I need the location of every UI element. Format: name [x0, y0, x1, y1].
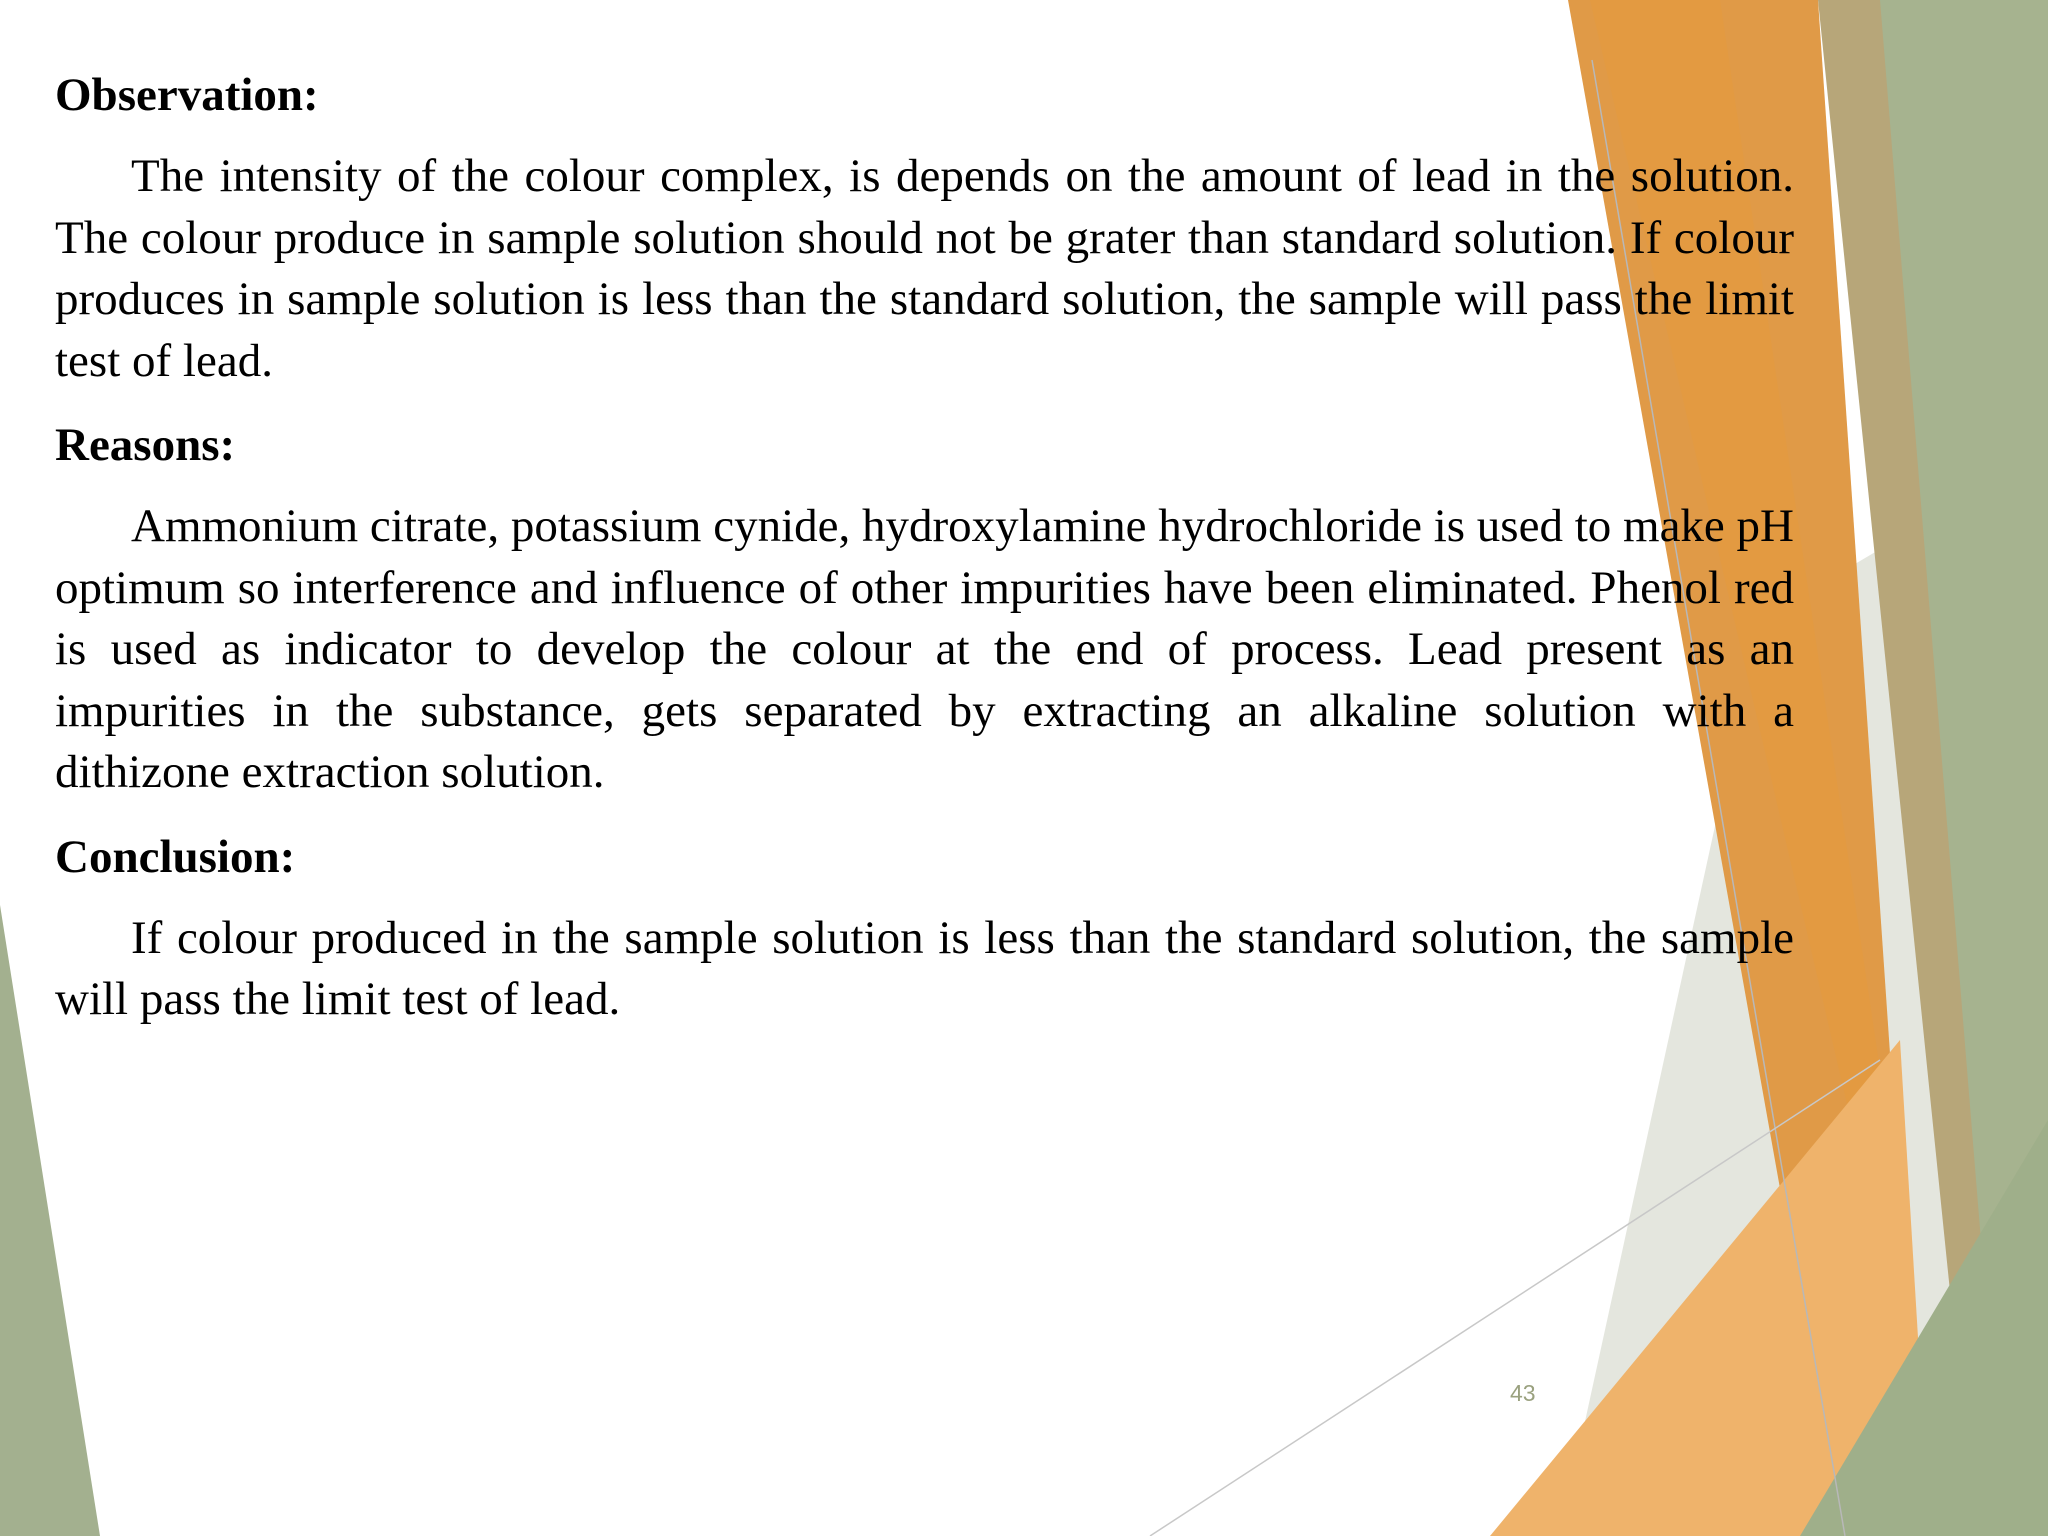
reasons-text: Ammonium citrate, potassium cynide, hydroxylamine hydrochloride is used to make pH optimum so interference and influence of other impurities have been eliminated. Phenol red is used as indicator to develop the colour at the end of process. Lead present as an impurities in the substance, gets separated by extracting an alkaline solution with a dithizone extraction solution.	[55, 500, 1794, 798]
page-number: 43	[1510, 1380, 1536, 1406]
reasons-heading: Reasons:	[55, 419, 236, 471]
conclusion-heading: Conclusion:	[55, 830, 296, 883]
observation-heading: Observation:	[55, 69, 319, 121]
slide-content	[55, 58, 1794, 1047]
conclusion-section	[55, 820, 1794, 1031]
observation-text: The intensity of the colour complex, is depends on the amount of lead in the solution. The colour produce in sample solution should not be grater than standard solution. If colour produces in sample solution is less than the standard solution, the sample will pass the limit test of lead.	[55, 150, 1794, 387]
observation-section	[55, 58, 1794, 392]
reasons-section	[55, 408, 1794, 804]
conclusion-text: If colour produced in the sample solution is less than the standard solution, the sample will pass the limit test of lead.	[55, 911, 1794, 1025]
